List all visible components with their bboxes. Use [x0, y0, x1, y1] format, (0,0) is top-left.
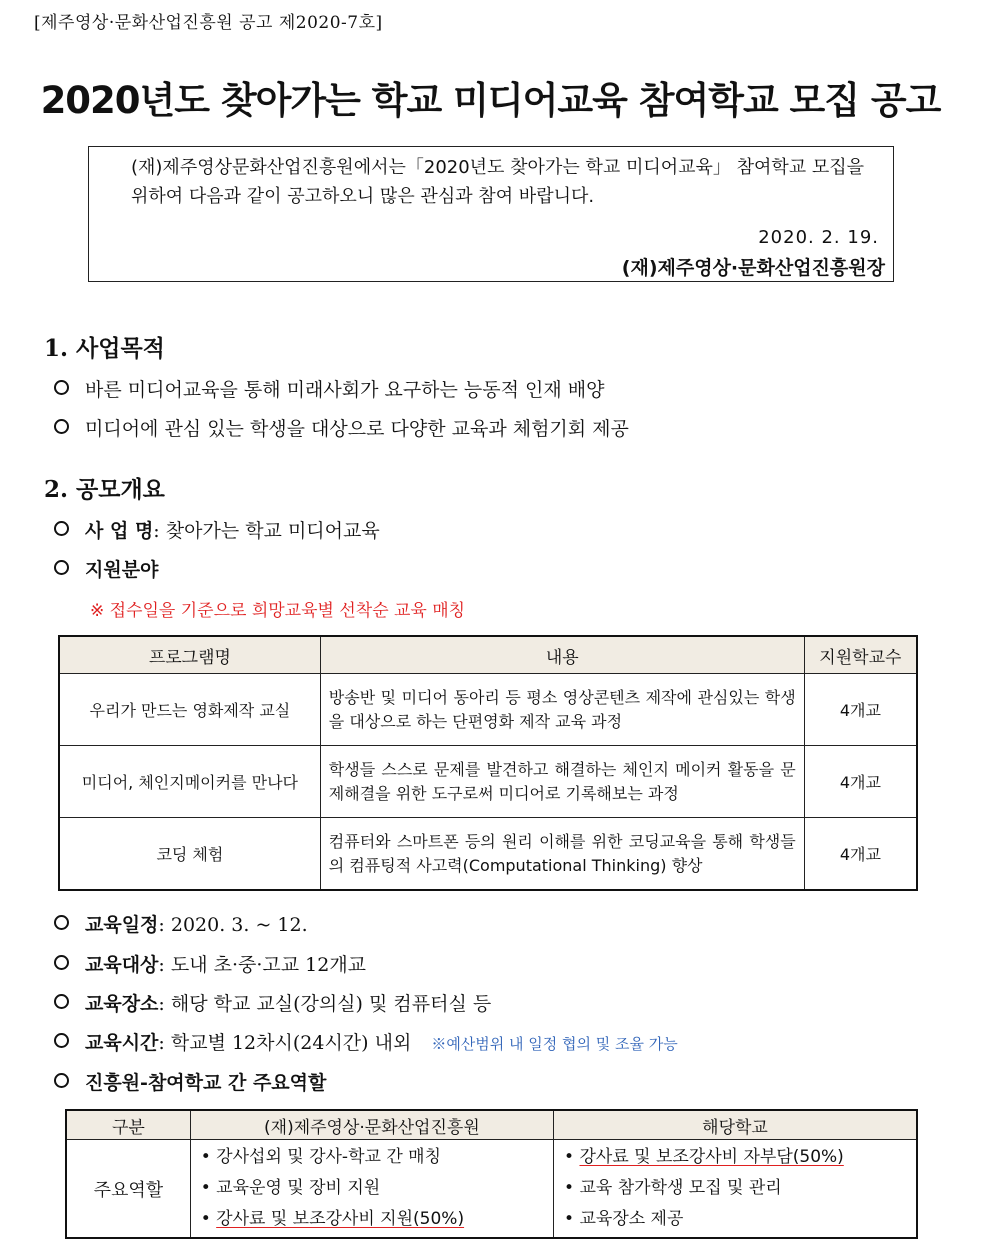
section1-heading: 1. 사업목적 — [44, 335, 165, 362]
table-header-row — [59, 636, 917, 674]
time-note: ※예산범위 내 일정 협의 및 조율 가능 — [431, 1035, 678, 1053]
table-row — [59, 674, 917, 746]
notice-number: [제주영상·문화산업진흥원 공고 제2020-7호] — [34, 13, 383, 33]
page-title: 2020년도 찾아가는 학교 미디어교육 참여학교 모집 공고 — [40, 79, 941, 122]
table-header: 구분 — [66, 1110, 190, 1140]
circle-bullet-icon — [54, 521, 69, 536]
field-item: 지원분야 — [54, 555, 158, 582]
circle-bullet-icon — [54, 1073, 69, 1088]
school-count: 4개교 — [804, 746, 917, 818]
circle-bullet-icon — [54, 994, 69, 1009]
intro-box — [88, 146, 894, 282]
list-item: • 강사료 및 보조강사비 자부담(50%) — [564, 1142, 908, 1173]
table-header: (재)제주영상·문화산업진흥원 — [190, 1110, 553, 1140]
circle-bullet-icon — [54, 419, 69, 434]
schedule-item: 교육일정: 2020. 3. ~ 12. — [54, 910, 308, 937]
roles-table — [65, 1109, 918, 1239]
program-content: 방송반 및 미디어 동아리 등 평소 영상콘텐츠 제작에 관심있는 학생을 대상으로 하는 단편영화 제작 교육 과정 — [320, 674, 804, 746]
section2-heading: 2. 공모개요 — [44, 476, 165, 503]
table-row — [59, 818, 917, 891]
place-item: 교육장소: 해당 학교 교실(강의실) 및 컴퓨터실 등 — [54, 989, 491, 1016]
table-header: 프로그램명 — [59, 636, 320, 674]
table-header: 지원학교수 — [804, 636, 917, 674]
program-table — [58, 635, 918, 891]
circle-bullet-icon — [54, 915, 69, 930]
program-content: 학생들 스스로 문제를 발견하고 해결하는 체인지 메이커 활동을 문제해결을 위한 도구로써 미디어로 기록해보는 과정 — [320, 746, 804, 818]
circle-bullet-icon — [54, 955, 69, 970]
table-header: 해당학교 — [554, 1110, 917, 1140]
circle-bullet-icon — [54, 1033, 69, 1048]
target-item: 교육대상: 도내 초·중·고교 12개교 — [54, 950, 366, 977]
table-row — [59, 746, 917, 818]
table-header-row — [66, 1110, 917, 1140]
purpose-item: 미디어에 관심 있는 학생을 대상으로 다양한 교육과 체험기회 제공 — [54, 414, 629, 441]
list-item: • 교육 참가학생 모집 및 관리 — [564, 1173, 908, 1204]
list-item: • 강사섭외 및 강사-학교 간 매칭 — [201, 1142, 545, 1173]
list-item: • 강사료 및 보조강사비 지원(50%) — [201, 1204, 545, 1235]
program-content: 컴퓨터와 스마트폰 등의 원리 이해를 위한 코딩교육을 통해 학생들의 컴퓨팅적 사고력(Computational Thinking) 향상 — [320, 818, 804, 891]
school-count: 4개교 — [804, 674, 917, 746]
table-header: 내용 — [320, 636, 804, 674]
circle-bullet-icon — [54, 380, 69, 395]
roles-item: 진흥원-참여학교 간 주요역할 — [54, 1068, 326, 1095]
intro-text: (재)제주영상문화산업진흥원에서는「2020년도 찾아가는 학교 미디어교육」 참여학교 모집을 위하여 다음과 같이 공고하오니 많은 관심과 참여 바랍니다. — [131, 157, 865, 207]
list-item: • 교육운영 및 장비 지원 — [201, 1173, 545, 1204]
intro-org: (재)제주영상·문화산업진흥원장 — [621, 257, 885, 279]
program-name: 우리가 만드는 영화제작 교실 — [59, 674, 320, 746]
school-count: 4개교 — [804, 818, 917, 891]
school-roles — [554, 1140, 917, 1239]
list-item: • 교육장소 제공 — [564, 1204, 908, 1235]
intro-date: 2020. 2. 19. — [758, 227, 879, 248]
agency-roles — [190, 1140, 553, 1239]
table-row — [66, 1140, 917, 1239]
purpose-item: 바른 미디어교육을 통해 미래사회가 요구하는 능동적 인재 배양 — [54, 375, 604, 402]
program-name: 코딩 체험 — [59, 818, 320, 891]
program-name: 미디어, 체인지메이커를 만나다 — [59, 746, 320, 818]
field-note: ※ 접수일을 기준으로 희망교육별 선착순 교육 매칭 — [90, 601, 466, 621]
circle-bullet-icon — [54, 560, 69, 575]
project-name-item: 사 업 명: 찾아가는 학교 미디어교육 — [54, 516, 380, 543]
time-item: 교육시간: 학교별 12차시(24시간) 내외 ※예산범위 내 일정 협의 및 조율 가능 — [54, 1028, 678, 1055]
roles-row-label: 주요역할 — [66, 1140, 190, 1239]
